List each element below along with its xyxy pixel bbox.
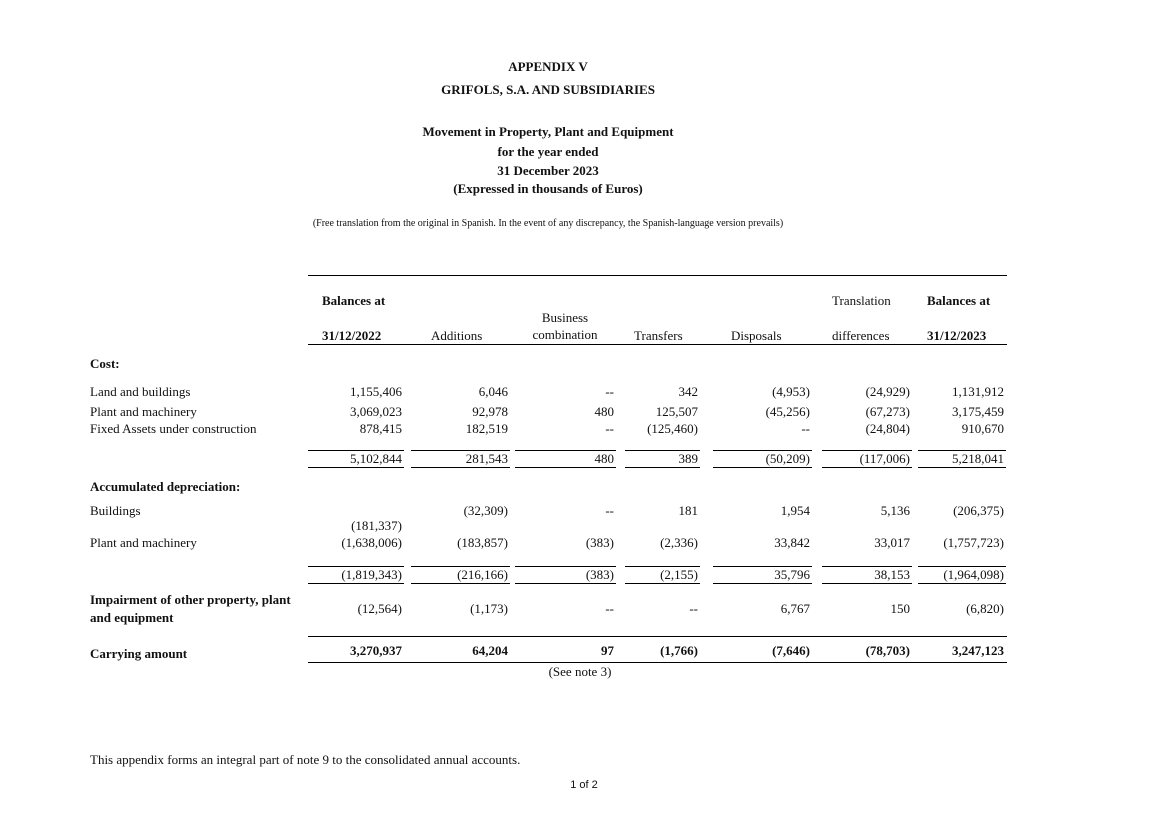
row-label-plant-machinery-depr: Plant and machinery xyxy=(90,535,197,550)
subtotal-bottom-rule xyxy=(713,583,812,584)
value-disposals: 1,954 xyxy=(780,503,810,518)
value-disposals: 6,767 xyxy=(780,601,810,616)
value-closing: 3,247,123 xyxy=(952,643,1004,658)
col-header-opening-top: Balances at xyxy=(322,293,386,308)
footer-note: This appendix forms an integral part of note 9 to the consolidated annual accounts. xyxy=(90,752,521,767)
value-business-combination: 97 xyxy=(601,643,614,658)
subtotal-bottom-rule xyxy=(713,467,812,468)
value-transfers: 125,507 xyxy=(655,404,698,419)
subtotal-bottom-rule xyxy=(411,583,510,584)
report-title: Movement in Property, Plant and Equipment xyxy=(422,124,674,139)
appendix-label: APPENDIX V xyxy=(508,59,588,74)
value-business-combination: 480 xyxy=(594,404,614,419)
subtotal-bottom-rule xyxy=(308,583,404,584)
value-business-combination: -- xyxy=(605,601,614,616)
subtotal-bottom-rule xyxy=(822,583,912,584)
value-closing: (206,375) xyxy=(953,503,1004,518)
col-header-transfers: Transfers xyxy=(634,328,683,343)
col-header-disposals: Disposals xyxy=(731,328,782,343)
col-header-translation-top: Translation xyxy=(832,293,891,308)
value-closing: 910,670 xyxy=(961,421,1004,436)
value-opening: 3,270,937 xyxy=(350,643,402,658)
value-translation: (78,703) xyxy=(865,643,910,658)
value-additions: 64,204 xyxy=(472,643,508,658)
value-translation: (117,006) xyxy=(859,451,910,466)
subtotal-top-rule xyxy=(411,450,510,451)
col-header-opening-bottom: 31/12/2022 xyxy=(322,328,382,343)
value-translation: (67,273) xyxy=(865,404,910,419)
value-translation: 38,153 xyxy=(874,567,910,582)
value-opening: 1,155,406 xyxy=(350,384,402,399)
col-header-business-bottom: combination xyxy=(532,327,598,342)
row-label-impairment-2: and equipment xyxy=(90,610,174,625)
value-additions: 182,519 xyxy=(465,421,508,436)
value-additions: (32,309) xyxy=(463,503,508,518)
value-opening: 5,102,844 xyxy=(350,451,402,466)
value-business-combination: 480 xyxy=(594,451,614,466)
col-header-translation-bottom: differences xyxy=(832,328,890,343)
value-closing: (1,757,723) xyxy=(943,535,1004,550)
subtotal-bottom-rule xyxy=(918,583,1006,584)
subtotal-bottom-rule xyxy=(308,467,404,468)
subtotal-bottom-rule xyxy=(625,583,700,584)
value-disposals: 33,842 xyxy=(774,535,810,550)
row-label-land-buildings: Land and buildings xyxy=(90,384,191,399)
value-translation: 150 xyxy=(890,601,910,616)
value-transfers: -- xyxy=(689,601,698,616)
value-additions: (216,166) xyxy=(457,567,508,582)
value-business-combination: -- xyxy=(605,421,614,436)
row-label-carrying-amount: Carrying amount xyxy=(90,646,188,661)
value-translation: (24,804) xyxy=(865,421,910,436)
subtotal-bottom-rule xyxy=(822,467,912,468)
row-label-buildings: Buildings xyxy=(90,503,141,518)
subtotal-bottom-rule xyxy=(918,467,1006,468)
value-business-combination: (383) xyxy=(585,567,614,582)
period-line-2: 31 December 2023 xyxy=(497,163,599,178)
subtotal-bottom-rule xyxy=(411,467,510,468)
carrying-bottom-rule xyxy=(308,662,1007,663)
value-opening: (1,638,006) xyxy=(341,535,402,550)
value-closing: 3,175,459 xyxy=(952,404,1004,419)
value-transfers: 181 xyxy=(678,503,698,518)
value-business-combination: -- xyxy=(605,384,614,399)
subtotal-top-rule xyxy=(308,566,404,567)
value-opening: 878,415 xyxy=(359,421,402,436)
value-disposals: -- xyxy=(801,421,810,436)
subtotal-bottom-rule xyxy=(515,583,616,584)
subtotal-top-rule xyxy=(918,450,1006,451)
subtotal-bottom-rule xyxy=(515,467,616,468)
value-opening: (1,819,343) xyxy=(341,567,402,582)
value-disposals: (45,256) xyxy=(765,404,810,419)
subtotal-top-rule xyxy=(713,566,812,567)
subtotal-top-rule xyxy=(308,450,404,451)
header-bottom-rule xyxy=(308,344,1007,345)
translation-note: (Free translation from the original in Spanish. In the event of any discrepancy, the Spanish-language version prevails) xyxy=(312,218,784,229)
value-closing: 1,131,912 xyxy=(952,384,1004,399)
subtotal-top-rule xyxy=(918,566,1006,567)
value-additions: 92,978 xyxy=(472,404,508,419)
value-closing: (1,964,098) xyxy=(943,567,1004,582)
page-number: 1 of 2 xyxy=(570,779,598,791)
table-top-rule xyxy=(308,275,1007,276)
value-closing: (6,820) xyxy=(966,601,1004,616)
value-additions: (183,857) xyxy=(457,535,508,550)
period-line-1: for the year ended xyxy=(497,144,599,159)
value-transfers: 342 xyxy=(678,384,698,399)
subtotal-top-rule xyxy=(625,566,700,567)
value-opening: (12,564) xyxy=(357,601,402,616)
value-additions: (1,173) xyxy=(470,601,508,616)
col-header-closing-top: Balances at xyxy=(927,293,991,308)
value-transfers: (1,766) xyxy=(660,643,698,658)
subtotal-bottom-rule xyxy=(625,467,700,468)
value-additions: 281,543 xyxy=(465,451,508,466)
row-label-impairment-1: Impairment of other property, plant xyxy=(90,592,291,607)
value-disposals: (50,209) xyxy=(765,451,810,466)
value-disposals: (4,953) xyxy=(772,384,810,399)
col-header-closing-bottom: 31/12/2023 xyxy=(927,328,987,343)
company-name: GRIFOLS, S.A. AND SUBSIDIARIES xyxy=(441,82,655,97)
subtotal-top-rule xyxy=(625,450,700,451)
row-label-plant-machinery: Plant and machinery xyxy=(90,404,197,419)
carrying-top-rule xyxy=(308,636,1007,637)
value-transfers: (125,460) xyxy=(647,421,698,436)
value-translation: 5,136 xyxy=(880,503,910,518)
row-label-assets-construction: Fixed Assets under construction xyxy=(90,421,257,436)
subtotal-top-rule xyxy=(411,566,510,567)
units-note: (Expressed in thousands of Euros) xyxy=(453,181,643,196)
col-header-additions: Additions xyxy=(431,328,483,343)
value-translation: (24,929) xyxy=(865,384,910,399)
value-opening: 3,069,023 xyxy=(350,404,402,419)
value-disposals: (7,646) xyxy=(772,643,810,658)
value-closing: 5,218,041 xyxy=(952,451,1004,466)
depr-buildings-opening: (181,337) xyxy=(351,518,402,533)
depreciation-heading: Accumulated depreciation: xyxy=(90,479,241,494)
cost-heading: Cost: xyxy=(90,356,120,371)
value-transfers: (2,155) xyxy=(660,567,698,582)
value-additions: 6,046 xyxy=(478,384,508,399)
value-transfers: (2,336) xyxy=(660,535,698,550)
value-disposals: 35,796 xyxy=(774,567,810,582)
value-transfers: 389 xyxy=(678,451,698,466)
value-business-combination: -- xyxy=(605,503,614,518)
col-header-business-top: Business xyxy=(541,310,589,325)
see-note-3: (See note 3) xyxy=(548,664,612,679)
subtotal-top-rule xyxy=(713,450,812,451)
value-translation: 33,017 xyxy=(874,535,910,550)
value-business-combination: (383) xyxy=(585,535,614,550)
